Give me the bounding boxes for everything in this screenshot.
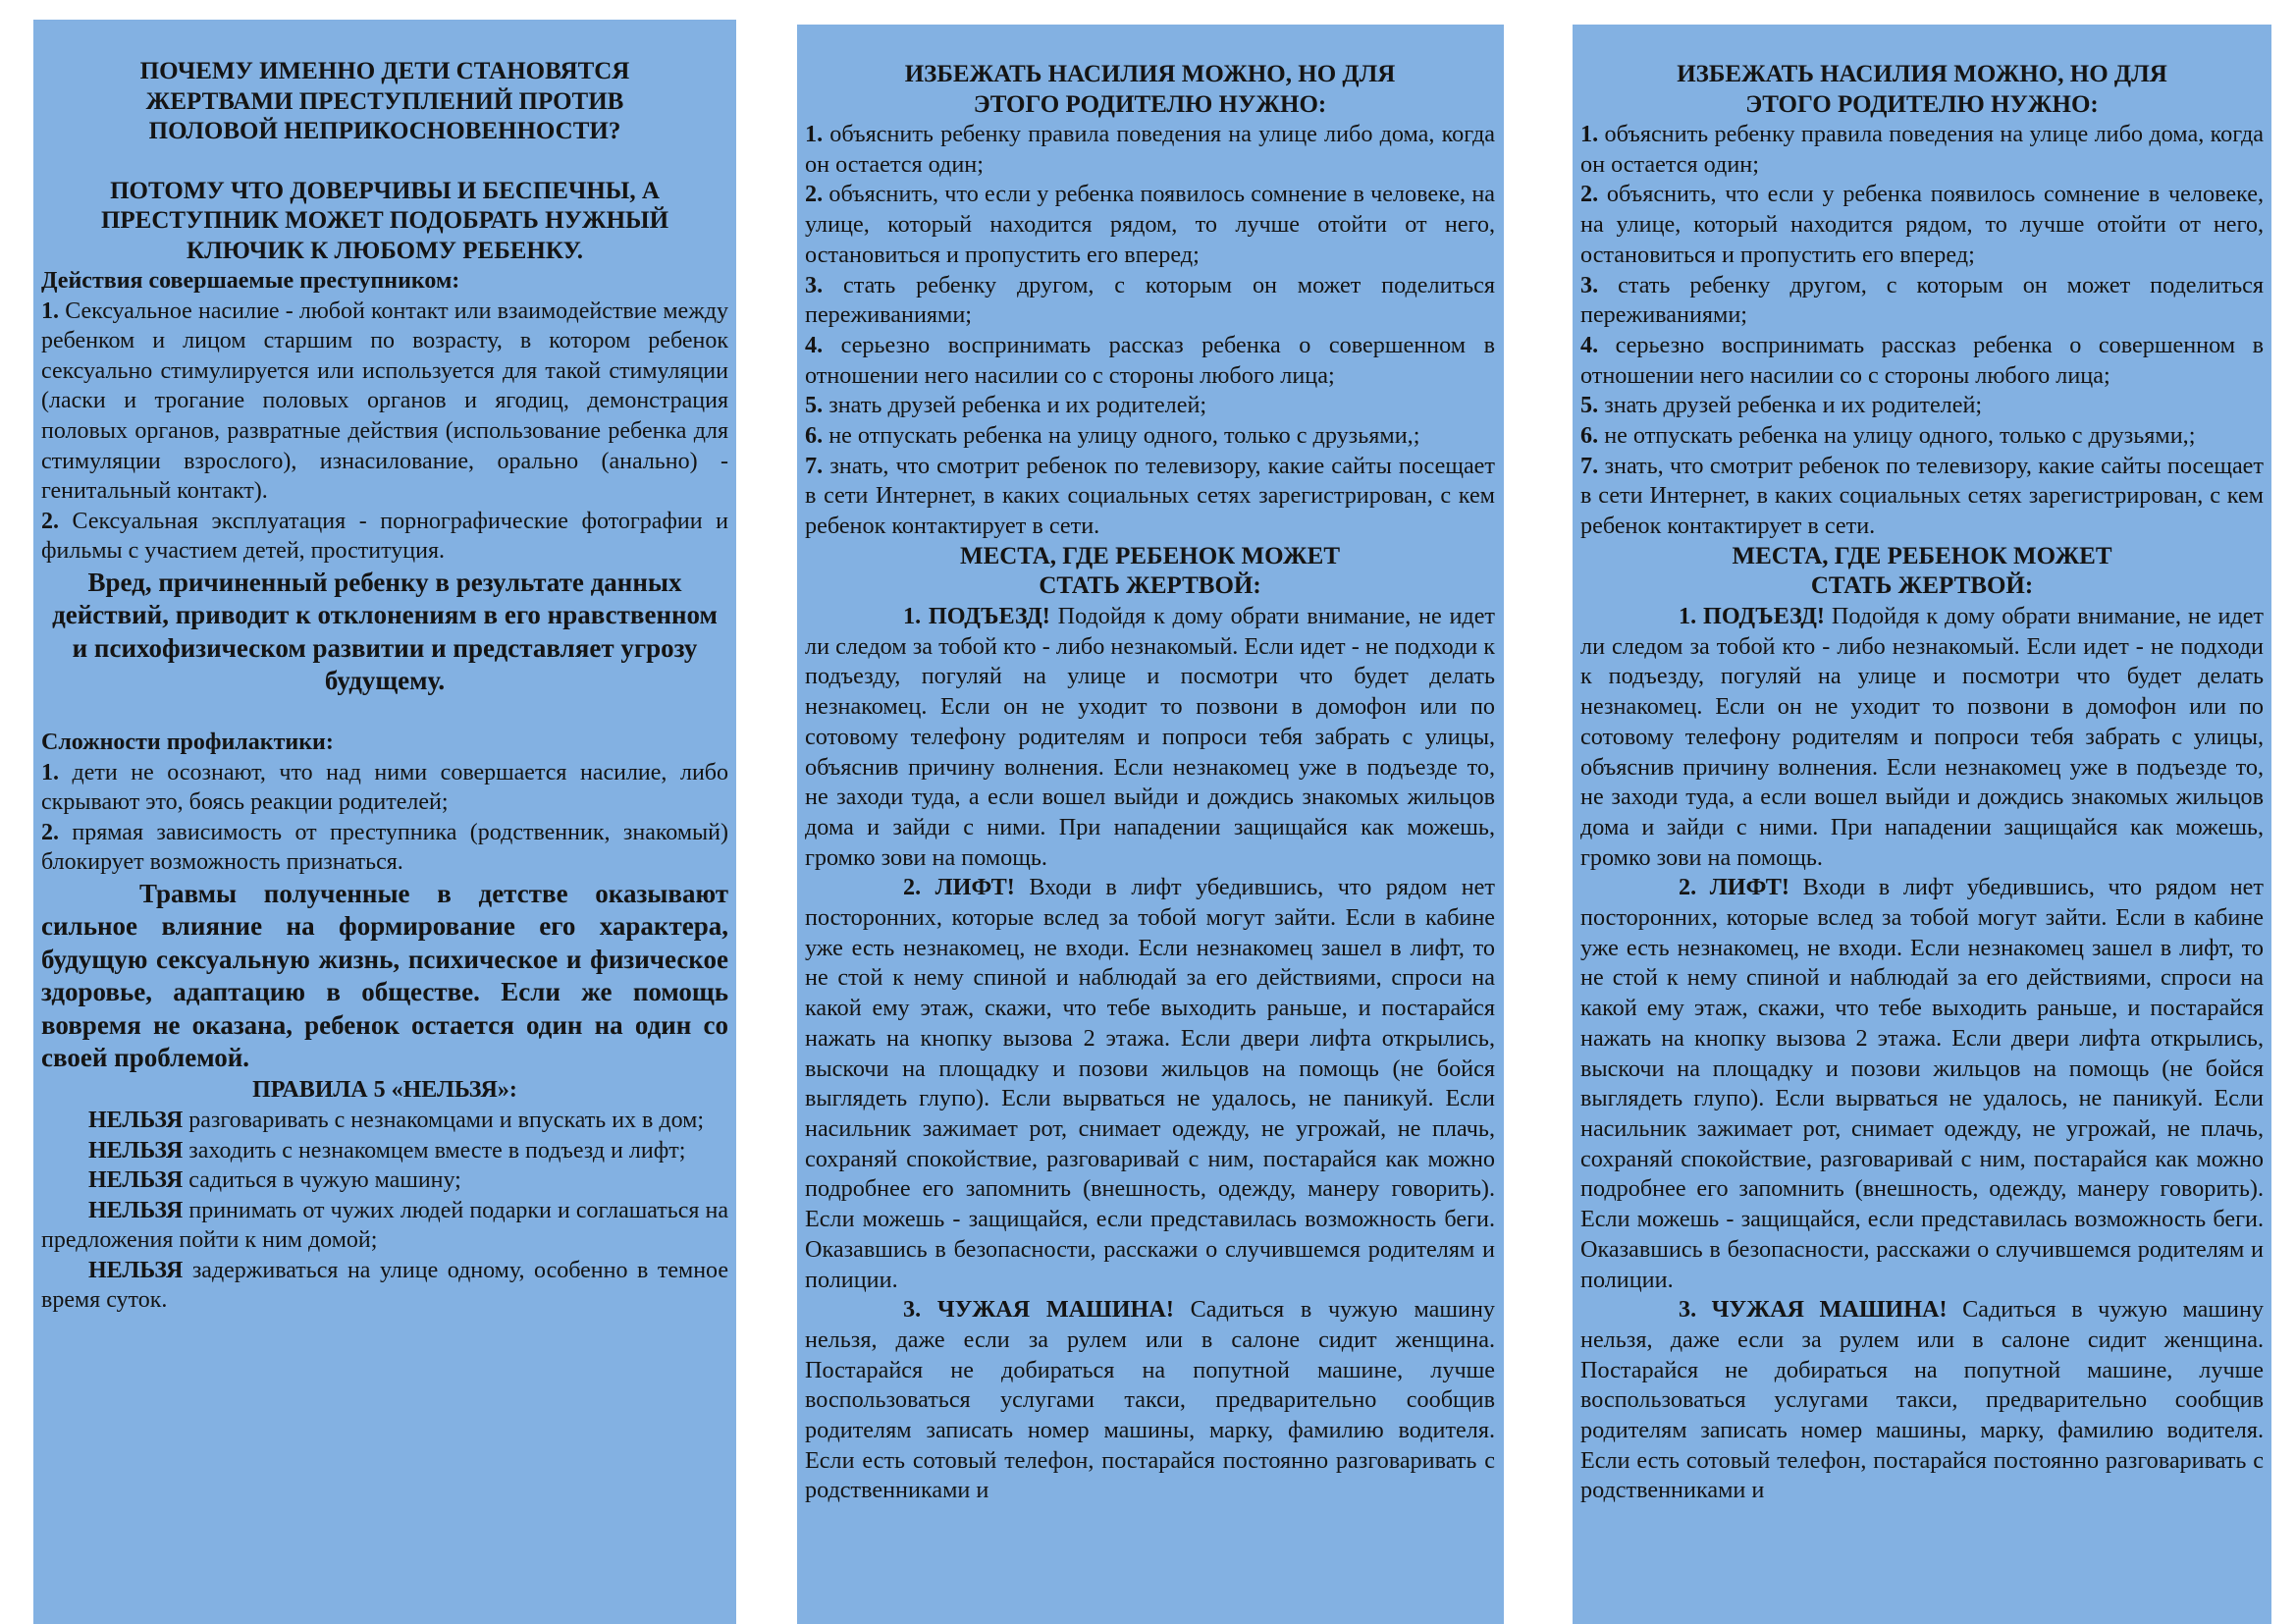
place-text: Подойдя к дому обрати внимание, не идет ли следом за тобой кто - либо незнакомый. Если идет - не подходи к подъезду, погуляй на улице и посмотри что будет делать незнакомец. Если он не уходит то позвони в домофон или по сотовому телефону родителям и попроси тебя забрать с улицы, объяснив причину волнения. Если незнакомец уже в подъезде то, не заходи туда, а если вошел выйди и дождись знакомых жильцов дома и зайди с ними. При нападении защищайся как можешь, громко зови на помощь. bbox=[805, 603, 1495, 871]
parent-item bbox=[1580, 180, 2264, 270]
parent-item bbox=[805, 452, 1495, 542]
parent-item-text: не отпускать ребенка на улицу одного, только с друзьями,; bbox=[1598, 422, 2196, 450]
parent-item bbox=[805, 180, 1495, 270]
difficulty-item bbox=[41, 758, 728, 818]
rule-text: садиться в чужую машину; bbox=[183, 1167, 461, 1194]
action-item bbox=[41, 297, 728, 507]
places-heading-line1: МЕСТА, ГДЕ РЕБЕНОК МОЖЕТ bbox=[959, 542, 1341, 569]
parent-item-num: 1. bbox=[805, 121, 824, 147]
parent-item-text: объяснить, что если у ребенка появилось сомнение в человеке, на улице, который находится рядом, то лучше отойти от него, остановиться и пропустить его вперед; bbox=[805, 181, 1495, 268]
parent-item-num: 6. bbox=[1580, 422, 1599, 450]
parent-item-text: знать, что смотрит ребенок по телевизору, какие сайты посещает в сети Интернет, в каких социальных сетях зарегистрирован, с кем ребенок контактирует в сети. bbox=[805, 452, 1495, 540]
difficulty-num: 2. bbox=[41, 819, 59, 845]
parent-item-num: 5. bbox=[805, 392, 824, 419]
parent-item-text: стать ребенку другом, с которым он может поделиться переживаниями; bbox=[805, 271, 1495, 329]
parent-item bbox=[805, 391, 1495, 421]
places-heading-line2: СТАТЬ ЖЕРТВОЙ: bbox=[1810, 572, 2034, 600]
harm-statement: Вред, причиненный ребенку в результате данных действий, приводит к отклонениям в его нравственном и психофизическом развитии и представляет угрозу будущему. bbox=[52, 567, 718, 696]
place-title: 1. ПОДЪЕЗД! bbox=[1679, 603, 1825, 630]
action-num: 1. bbox=[41, 298, 59, 324]
parent-item-text: знать друзей ребенка и их родителей; bbox=[1598, 392, 1983, 419]
parent-item-num: 7. bbox=[1580, 452, 1599, 479]
difficulty-item bbox=[41, 818, 728, 878]
difficulty-text: дети не осознают, что над ними совершается насилие, либо скрывают это, боясь реакции родителей; bbox=[41, 759, 728, 816]
difficulty-num: 1. bbox=[41, 759, 59, 785]
place-item bbox=[805, 873, 1495, 1295]
action-num: 2. bbox=[41, 508, 59, 534]
place-text: Садиться в чужую машину нельзя, даже если за рулем или в салоне сидит женщина. Постарайся не добираться на попутной машине, лучше воспользоваться услугами такси, предварительно сообщив родителям записать номер машины, марку, фамилию водителя. Если есть сотовый телефон, постарайся постоянно разговаривать с родственниками и bbox=[1580, 1296, 2264, 1504]
parent-item-text: знать друзей ребенка и их родителей; bbox=[823, 392, 1207, 419]
places-heading-line2: СТАТЬ ЖЕРТВОЙ: bbox=[1039, 572, 1261, 600]
right-panel bbox=[1573, 25, 2271, 1624]
left-answer: ПОТОМУ ЧТО ДОВЕРЧИВЫ И БЕСПЕЧНЫ, А ПРЕСТУПНИК МОЖЕТ ПОДОБРАТЬ НУЖНЫЙ КЛЮЧИК К ЛЮБОМУ РЕБЕНКУ. bbox=[100, 177, 669, 264]
parent-heading: ИЗБЕЖАТЬ НАСИЛИЯ МОЖНО, НО ДЛЯ ЭТОГО РОДИТЕЛЮ НУЖНО: bbox=[1677, 61, 2167, 118]
places-heading-line1: МЕСТА, ГДЕ РЕБЕНОК МОЖЕТ bbox=[1732, 542, 2112, 569]
spacer bbox=[41, 147, 728, 177]
parent-item-text: стать ребенку другом, с которым он может поделиться переживаниями; bbox=[1580, 271, 2264, 329]
middle-panel bbox=[797, 25, 1504, 1624]
rule-text: разговаривать с незнакомцами и впускать их в дом; bbox=[183, 1107, 704, 1133]
left-title: ПОЧЕМУ ИМЕННО ДЕТИ СТАНОВЯТСЯ ЖЕРТВАМИ ПРЕСТУПЛЕНИЙ ПРОТИВ ПОЛОВОЙ НЕПРИКОСНОВЕННОСТИ? bbox=[139, 58, 630, 144]
rule-word: НЕЛЬЗЯ bbox=[88, 1107, 184, 1133]
place-item bbox=[805, 602, 1495, 873]
rule-word: НЕЛЬЗЯ bbox=[88, 1197, 184, 1223]
parent-item-num: 3. bbox=[1580, 271, 1599, 298]
parent-item-num: 5. bbox=[1580, 392, 1599, 419]
rule-item bbox=[41, 1136, 728, 1166]
rule-word: НЕЛЬЗЯ bbox=[88, 1167, 184, 1194]
rule-word: НЕЛЬЗЯ bbox=[88, 1257, 184, 1283]
parent-item-text: серьезно воспринимать рассказ ребенка о совершенном в отношении него насилии со с стороны любого лица; bbox=[805, 331, 1495, 389]
parent-item-num: 3. bbox=[805, 271, 824, 298]
difficulty-text: прямая зависимость от преступника (родственник, знакомый) блокирует возможность признаться. bbox=[41, 819, 728, 876]
trauma-statement: Травмы полученные в детстве оказывают сильное влияние на формирование его характера, будущую сексуальную жизнь, психическое и физическое здоровье, адаптацию в обществе. Если же помощь вовремя не оказана, ребенок остается один на один со своей проблемой. bbox=[41, 878, 728, 1073]
place-title: 3. ЧУЖАЯ МАШИНА! bbox=[1679, 1296, 1948, 1324]
rule-text: задерживаться на улице одному, особенно в темное время суток. bbox=[41, 1257, 728, 1314]
rule-text: заходить с незнакомцем вместе в подъезд и лифт; bbox=[183, 1137, 686, 1164]
parent-item bbox=[805, 421, 1495, 452]
parent-item-num: 2. bbox=[805, 181, 824, 208]
left-panel bbox=[33, 20, 736, 1624]
place-text: Входи в лифт убедившись, что рядом нет посторонних, которые вслед за тобой могут зайти. Если в кабине уже есть незнакомец, не входи. Если незнакомец зашел в лифт, то не стой к нему спиной и наблюдай за его действиями, спроси на какой ему этаж, скажи, что тебе выходить раньше, и постарайся нажать на кнопку вызова 2 этажа. Если двери лифта открылись, выскочи на площадку и позови жильцов на помощь (не бойся выглядеть глупо). Если вырваться не удалось, не паникуй. Если насильник зажимает рот, снимает одежду, не угрожай, не плачь, сохраняй спокойствие, разговаривай с ним, постарайся как можно подробнее его запомнить (внешность, одежду, манеру говорить). Если можешь - защищайся, если представилась возможность беги. Оказавшись в безопасности, расскажи о случившемся родителям и полиции. bbox=[1580, 874, 2264, 1293]
rule-item bbox=[41, 1196, 728, 1256]
action-text: Сексуальное насилие - любой контакт или взаимодействие между ребенком и лицом старшим по возрасту, в котором ребенок сексуально стимулируется или используется для такой стимуляции (ласки и трогание половых органов и ягодиц, демонстрация половых органов, развратные действия (использование ребенка для стимуляции взрослого), изнасилование, орально (анально) - генитальный контакт). bbox=[41, 298, 728, 505]
place-item bbox=[805, 1295, 1495, 1506]
parent-item bbox=[1580, 421, 2264, 452]
parent-item-num: 7. bbox=[805, 452, 824, 479]
place-title: 2. ЛИФТ! bbox=[1679, 874, 1789, 901]
place-title: 1. ПОДЪЕЗД! bbox=[903, 603, 1050, 630]
parent-item bbox=[805, 271, 1495, 331]
action-text: Сексуальная эксплуатация - порнографические фотографии и фильмы с участием детей, проституция. bbox=[41, 508, 728, 565]
rule-word: НЕЛЬЗЯ bbox=[88, 1137, 184, 1164]
parent-item-num: 4. bbox=[805, 331, 824, 358]
parent-item-text: объяснить ребенку правила поведения на улице либо дома, когда он остается один; bbox=[1580, 121, 2264, 178]
parent-item bbox=[1580, 391, 2264, 421]
rule-item bbox=[41, 1106, 728, 1136]
parent-item-num: 2. bbox=[1580, 181, 1599, 208]
parent-item-text: объяснить, что если у ребенка появилось сомнение в человеке, на улице, который находится рядом, то лучше отойти от него, остановиться и пропустить его вперед; bbox=[1580, 181, 2264, 268]
place-text: Садиться в чужую машину нельзя, даже если за рулем или в салоне сидит женщина. Постарайся не добираться на попутной машине, лучше воспользоваться услугами такси, предварительно сообщив родителям записать номер машины, марку, фамилию водителя. Если есть сотовый телефон, постарайся постоянно разговаривать с родственниками и bbox=[805, 1296, 1495, 1504]
place-item bbox=[1580, 602, 2264, 873]
difficulties-heading: Сложности профилактики: bbox=[41, 729, 334, 755]
place-item bbox=[1580, 1295, 2264, 1506]
rule-text: принимать от чужих людей подарки и соглашаться на предложения пойти к ним домой; bbox=[41, 1197, 728, 1254]
parent-item-text: не отпускать ребенка на улицу одного, только с друзьями,; bbox=[823, 422, 1420, 450]
parent-item-num: 6. bbox=[805, 422, 824, 450]
parent-item-text: серьезно воспринимать рассказ ребенка о совершенном в отношении него насилии со с стороны любого лица; bbox=[1580, 331, 2264, 389]
parent-item bbox=[1580, 120, 2264, 180]
parent-heading: ИЗБЕЖАТЬ НАСИЛИЯ МОЖНО, НО ДЛЯ ЭТОГО РОДИТЕЛЮ НУЖНО: bbox=[904, 61, 1396, 118]
parent-item bbox=[805, 120, 1495, 180]
place-item bbox=[1580, 873, 2264, 1295]
parent-item-text: знать, что смотрит ребенок по телевизору, какие сайты посещает в сети Интернет, в каких социальных сетях зарегистрирован, с кем ребенок контактирует в сети. bbox=[1580, 452, 2264, 540]
place-title: 3. ЧУЖАЯ МАШИНА! bbox=[903, 1296, 1174, 1324]
parent-item-text: объяснить ребенку правила поведения на улице либо дома, когда он остается один; bbox=[805, 121, 1495, 178]
rule-item bbox=[41, 1165, 728, 1196]
parent-item bbox=[1580, 271, 2264, 331]
rules-heading: ПРАВИЛА 5 «НЕЛЬЗЯ»: bbox=[252, 1076, 517, 1103]
parent-item bbox=[1580, 452, 2264, 542]
place-text: Входи в лифт убедившись, что рядом нет посторонних, которые вслед за тобой могут зайти. Если в кабине уже есть незнакомец, не входи. Если незнакомец зашел в лифт, то не стой к нему спиной и наблюдай за его действиями, спроси на какой ему этаж, скажи, что тебе выходить раньше, и постарайся нажать на кнопку вызова 2 этажа. Если двери лифта открылись, выскочи на площадку и позови жильцов на помощь (не бойся выглядеть глупо). Если вырваться не удалось, не паникуй. Если насильник зажимает рот, снимает одежду, не угрожай, не плачь, сохраняй спокойствие, разговаривай с ним, постарайся как можно подробнее его запомнить (внешность, одежду, манеру говорить). Если можешь - защищайся, если представилась возможность беги. Оказавшись в безопасности, расскажи о случившемся родителям и полиции. bbox=[805, 874, 1495, 1293]
parent-item bbox=[1580, 331, 2264, 391]
place-text: Подойдя к дому обрати внимание, не идет ли следом за тобой кто - либо незнакомый. Если идет - не подходи к подъезду, погуляй на улице и посмотри что будет делать незнакомец. Если он не уходит то позвони в домофон или по сотовому телефону родителям и попроси тебя забрать с улицы, объяснив причину волнения. Если незнакомец уже в подъезде то, не заходи туда, а если вошел выйди и дождись знакомых жильцов дома и зайди с ними. При нападении защищайся как можешь, громко зови на помощь. bbox=[1580, 603, 2264, 871]
spacer bbox=[41, 698, 728, 728]
rule-item bbox=[41, 1256, 728, 1316]
action-item bbox=[41, 507, 728, 567]
parent-item-num: 1. bbox=[1580, 121, 1599, 147]
place-title: 2. ЛИФТ! bbox=[903, 874, 1015, 901]
actions-heading: Действия совершаемые преступником: bbox=[41, 268, 460, 294]
parent-item bbox=[805, 331, 1495, 391]
parent-item-num: 4. bbox=[1580, 331, 1599, 358]
